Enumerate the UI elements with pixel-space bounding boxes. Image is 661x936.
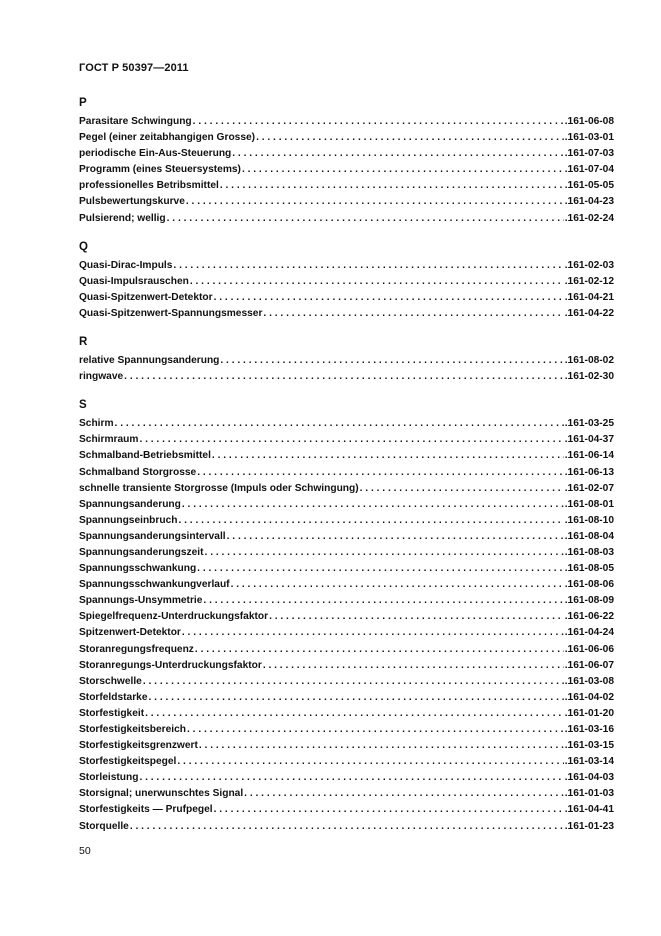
entry-term: Storschwelle [79,675,142,687]
leader-dots [242,162,564,178]
leader-dots [244,786,564,802]
section-letter: Q [79,240,88,253]
index-section-s [79,397,614,834]
leader-dots [193,114,564,130]
index-entry [79,819,614,835]
index-entry [79,369,614,385]
leader-dots [203,593,563,609]
leader-dots [139,770,563,786]
leader-dots [124,369,564,385]
entry-code: .161-04-03 [564,772,614,784]
index-entry [79,674,614,690]
entry-term: Storanregungsfrequenz [79,643,194,655]
index-entry [79,432,614,448]
entry-term: Pulsbewertungskurve [79,196,185,208]
entry-term: Quasi-Dirac-Impuls [79,259,173,271]
leader-dots [263,658,564,674]
index-entry [79,609,614,625]
entry-term: Quasi-Impulsrauschen [79,275,189,287]
entry-code: .161-03-08 [564,675,614,687]
leader-dots [115,416,564,432]
index-entry [79,465,614,481]
index-entry [79,770,614,786]
entry-code: .161-01-20 [564,707,614,719]
index-entry [79,274,614,290]
index-entry [79,353,614,369]
entry-term: Schirmraum [79,434,139,446]
leader-dots [195,642,564,658]
index-section-q [79,239,614,322]
index-entry [79,738,614,754]
index-entry [79,194,614,210]
entry-term: Spannungs-Unsymmetrie [79,595,203,607]
leader-dots [139,432,563,448]
leader-dots [231,577,564,593]
index-entry [79,481,614,497]
entry-code: .161-01-23 [564,820,614,832]
leader-dots [190,274,564,290]
section-letter: S [79,399,87,412]
leader-dots [167,211,564,227]
section-letter: R [79,336,88,349]
entry-term: Pegel (einer zeitabhangigen Grosse) [79,132,256,144]
entry-term: Quasi-Spitzenwert-Detektor [79,291,213,303]
entry-code: .161-03-16 [564,724,614,735]
index-entry [79,545,614,561]
leader-dots [182,497,564,513]
entry-term: Programm (eines Steuersystems) [79,164,241,176]
entry-code: .161-06-13 [564,466,614,478]
leader-dots [214,802,564,818]
leader-dots [178,513,563,529]
entry-code: .161-08-01 [564,498,614,510]
entry-term: Quasi-Spitzenwert-Spannungsmesser [79,307,263,319]
entry-term: Schmalband Storgrosse [79,466,197,478]
entry-term: Storfestigkeits — Prufpegel [79,804,213,816]
leader-dots [187,722,564,738]
index-entry [79,658,614,674]
index-entry [79,211,614,227]
leader-dots [130,819,564,835]
entry-code: .161-06-22 [564,611,614,623]
leader-dots [227,529,564,545]
entry-code: .161-04-37 [564,434,614,446]
entry-code: .161-02-03 [564,259,614,271]
index-entry [79,786,614,802]
index-entry [79,593,614,609]
leader-dots [186,194,564,210]
entry-code: .161-04-41 [564,804,614,816]
entry-code: .161-06-08 [564,116,614,127]
leader-dots [212,448,564,464]
index-entry [79,448,614,464]
index-entry [79,290,614,306]
entry-term: ringwave [79,371,124,383]
entry-code: .161-01-03 [564,788,614,800]
leader-dots [256,130,564,146]
entry-code: .161-06-07 [564,659,614,671]
entry-term: Storfestigkeitsbereich [79,724,187,735]
leader-dots [182,625,564,641]
index-entry [79,178,614,194]
leader-dots [143,674,564,690]
entry-term: Spannungsanderung [79,498,181,510]
entry-code: .161-04-22 [564,307,614,319]
entry-code: .161-03-25 [564,418,614,430]
leader-dots [269,609,564,625]
index-entry [79,577,614,593]
section-letter: P [79,97,87,109]
entry-term: relative Spannungsanderung [79,355,220,367]
entry-code: .161-03-15 [564,740,614,752]
entry-term: Spannungsanderungsintervall [79,530,226,542]
index-entry [79,146,614,162]
entry-term: Spannungsschwankungverlauf [79,579,230,591]
entry-code: .161-02-24 [564,212,614,224]
leader-dots [149,690,564,706]
entry-term: Storleistung [79,772,139,784]
index-entry [79,130,614,146]
entry-code: .161-07-04 [564,164,614,176]
entry-term: Schmalband-Betriebsmittel [79,450,211,462]
entry-code: .161-02-12 [564,275,614,287]
entry-code: .161-02-30 [564,371,614,383]
index-entry [79,754,614,770]
leader-dots [145,706,564,722]
leader-dots [360,481,564,497]
index-entry [79,529,614,545]
leader-dots [197,465,564,481]
entry-code: .161-04-02 [564,691,614,703]
leader-dots [173,258,563,274]
entry-term: Spannungsanderungszeit [79,546,204,558]
index-list [79,95,614,847]
entry-term: schnelle transiente Storgrosse (Impuls oder Schwingung) [79,482,359,494]
index-entry [79,642,614,658]
leader-dots [232,146,563,162]
index-entry [79,625,614,641]
entry-term: Spiegelfrequenz-Unterdruckungsfaktor [79,611,269,623]
index-entry [79,706,614,722]
entry-term: periodische Ein-Aus-Steuerung [79,148,232,160]
entry-code: .161-06-14 [564,450,614,462]
entry-code: .161-07-03 [564,148,614,160]
entry-code: .161-03-01 [564,132,614,144]
leader-dots [197,561,564,577]
entry-term: Storfeldstarke [79,691,148,703]
entry-code: .161-05-05 [564,180,614,192]
entry-term: professionelles Betribsmittel [79,180,219,192]
entry-code: .161-02-07 [564,482,614,494]
entry-term: Parasitare Schwingung [79,116,192,127]
index-entry [79,114,614,130]
index-entry [79,497,614,513]
index-section-p [79,95,614,227]
entry-code: .161-06-06 [564,643,614,655]
entry-code: .161-08-03 [564,546,614,558]
leader-dots [220,353,563,369]
entry-term: Storfestigkeitspegel [79,756,177,768]
index-entry [79,690,614,706]
leader-dots [199,738,564,754]
entry-term: Storanregungs-Unterdruckungsfaktor [79,659,262,671]
index-entry [79,561,614,577]
index-entry [79,258,614,274]
page-number: 50 [79,845,91,857]
entry-term: Schirm [79,418,114,430]
entry-term: Pulsierend; wellig [79,212,166,224]
leader-dots [214,290,564,306]
leader-dots [220,178,564,194]
entry-term: Storfestigkeitsgrenzwert [79,740,198,752]
entry-code: .161-04-21 [564,291,614,303]
leader-dots [177,754,563,770]
entry-term: Spannungseinbruch [79,514,178,526]
leader-dots [263,306,563,322]
entry-code: .161-08-10 [564,514,614,526]
index-entry [79,162,614,178]
leader-dots [205,545,564,561]
index-entry [79,513,614,529]
index-entry [79,416,614,432]
entry-code: .161-04-24 [564,627,614,639]
entry-code: .161-03-14 [564,756,614,768]
entry-code: .161-08-06 [564,579,614,591]
entry-code: .161-08-02 [564,355,614,367]
entry-code: .161-08-04 [564,530,614,542]
index-entry [79,802,614,818]
entry-term: Spannungsschwankung [79,563,197,575]
index-entry [79,306,614,322]
entry-term: Storfestigkeit [79,707,145,719]
document-header: ГОСТ Р 50397—2011 [79,62,189,74]
entry-term: Spitzenwert-Detektor [79,627,181,639]
entry-term: Storquelle [79,820,129,832]
entry-code: .161-08-09 [564,595,614,607]
index-entry [79,722,614,738]
entry-code: .161-04-23 [564,196,614,208]
entry-code: .161-08-05 [564,563,614,575]
entry-term: Storsignal; unerwunschtes Signal [79,788,244,800]
index-section-r [79,334,614,385]
